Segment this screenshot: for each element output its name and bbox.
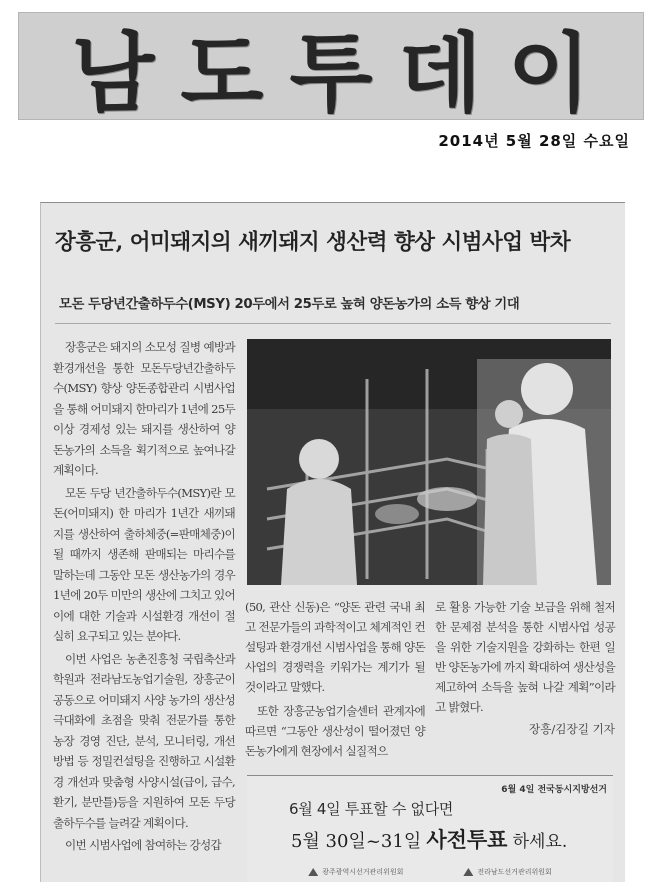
ad-logo-right (463, 867, 551, 877)
headline-divider (55, 323, 611, 324)
paragraph: 이번 시범사업에 참여하는 강성갑 (65, 838, 221, 852)
election-ad (247, 775, 613, 882)
ad-footer (247, 867, 613, 877)
article-column-left (53, 337, 235, 856)
article-column-middle (245, 597, 425, 761)
article-headline: 장흥군, 어미돼지의 새끼돼지 생산력 향상 시범사업 박차 (55, 230, 571, 255)
paragraph: (50, 관산 신동)은 “양돈 관련 국내 최고 전문가들의 과학적이고 체계적인 컨설팅과 환경개선 시범사업을 통해 양돈사업의 경쟁력을 키워가는 계기가 될 것이라고 말했다. (245, 600, 425, 694)
pig-barn-photo-illustration (247, 339, 611, 585)
paragraph: 모돈 두당 년간출하두수(MSY)란 모돈(어미돼지) 한 마리가 1년간 새끼돼지를 생산하여 출하체중(=판매체중)이 될 때까지 생존해 판매되는 마리수를 말하는데 그동안 모돈 생산농가의 경우 1년에 20두 미만의 생산에 그치고 있어 이에 대한 기술과 시설환경 개선이 절실히 요구되고 있는 분야다. (53, 485, 235, 643)
election-commission-icon (308, 868, 318, 876)
newspaper-title: 남도투데이 (71, 23, 617, 124)
ad-line-1: 6월 4일 투표할 수 없다면 (289, 800, 454, 818)
election-commission-icon (463, 868, 473, 876)
article-subhead: 모돈 두당년간출하두수(MSY) 20두에서 25두로 높혀 양돈농가의 소득 향상 기대 (59, 297, 520, 312)
masthead (18, 12, 644, 124)
ad-logo-left (308, 867, 403, 877)
ad-call-to-action: 하세요. (512, 832, 568, 852)
article-byline: 장흥/김장길 기자 (529, 722, 615, 736)
article-column-right (435, 597, 615, 717)
article-photo (247, 339, 611, 585)
paragraph: 로 활용 가능한 기술 보급을 위해 철저한 문제점 분석을 통한 시범사업 성공을 위한 기술지원을 강화하는 한편 일반 양돈농가에 까지 확대하여 생산성을 제고하여 소득을 높혀 나갈 계획”이라고 밝혔다. (435, 600, 615, 714)
ad-dates: 5월 30일~31일 (291, 831, 422, 852)
paragraph: 장흥군은 돼지의 소모성 질병 예방과 환경개선을 통한 모돈두당년간출하두수(MSY) 향상 양돈종합관리 시범사업을 통해 어미돼지 한마리가 1년에 25두 이상 경제성 있는 돼지를 생산하여 양돈농가의 소득을 획기적으로 높여나갈 계획이다. (53, 340, 235, 477)
paragraph: 또한 장흥군농업기술센터 관계자에 따르면 “그동안 생산성이 떨어졌던 양돈농가에게 현장에서 실질적으 (245, 704, 425, 758)
article-clipping (40, 202, 625, 882)
ad-line-2 (291, 824, 567, 854)
ad-logo-right-label: 전라남도선거관리위원회 (477, 868, 552, 876)
paragraph: 이번 사업은 농촌진흥청 국립축산과학원과 전라남도농업기술원, 장흥군이 공동으로 어미돼지 사양 농가의 생산성 극대화에 초점을 맞춰 전문가를 통한 농장 경영 진단, 분석, 모니터링, 개선 방법 등 정밀컨설팅을 진행하고 시설환경 개선과 맞춤형 사양시설(급이, 급수, 환기, 분만틀)등을 지원하여 모돈 두당 출하두수를 늘려갈 계획이다. (53, 651, 235, 830)
issue-date: 2014년 5월 28일 수요일 (438, 132, 630, 150)
ad-logo-left-label: 광주광역시선거관리위원회 (322, 868, 404, 876)
ad-early-voting: 사전투표 (426, 827, 508, 852)
ad-tag: 6월 4일 전국동시지방선거 (501, 785, 607, 795)
